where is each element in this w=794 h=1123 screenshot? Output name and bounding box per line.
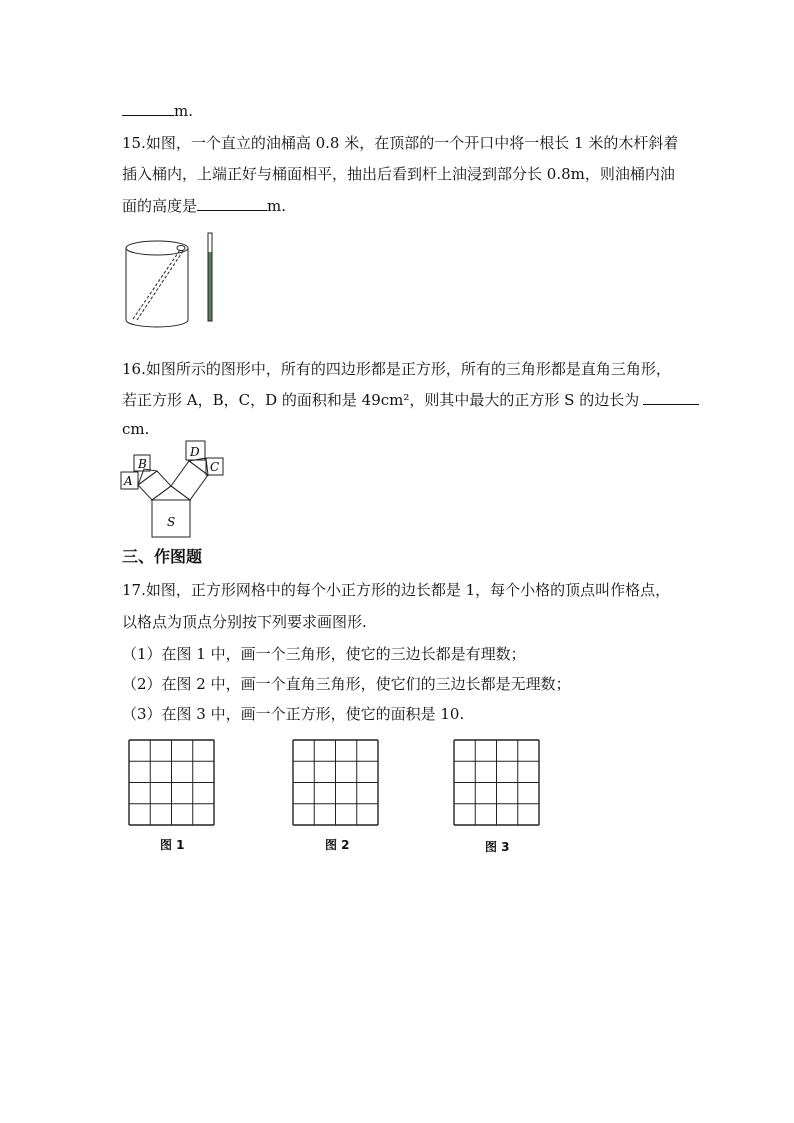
label-a: A: [124, 474, 133, 488]
label-c: C: [210, 460, 220, 474]
pythagoras-tree-figure: [118, 438, 228, 542]
q17-line-2: 以格点为顶点分别按下列要求画图形.: [122, 613, 367, 631]
q17-part-1: （1）在图 1 中，画一个三角形，使它的三边长都是有理数；: [122, 645, 526, 663]
q16-line-1: 16.如图所示的图形中，所有的四边形都是正方形，所有的三角形都是直角三角形，: [122, 360, 671, 378]
drum-top-ellipse: [126, 241, 188, 255]
q15-line-2: 插入桶内，上端正好与桶面相平，抽出后看到杆上油浸到部分长 0.8m，则油桶内油: [122, 165, 675, 183]
q14-answer-line: [122, 101, 193, 121]
rod-inside-right: [137, 251, 183, 320]
grid-figure-2[interactable]: [292, 739, 379, 826]
q15-line-3: [122, 196, 286, 216]
caption-figure-2: 图 2: [325, 838, 350, 852]
rod-inside-left: [133, 250, 180, 319]
right-middle-square: [171, 461, 208, 500]
q16-line-3: cm.: [122, 420, 150, 438]
q15-prefix: 面的高度是: [122, 197, 198, 215]
left-middle-square: [138, 471, 171, 500]
q17-part-3: （3）在图 3 中，画一个正方形，使它的面积是 10.: [122, 705, 465, 723]
label-b: B: [138, 457, 147, 471]
oil-drum-figure: [120, 228, 230, 332]
caption-figure-1: 图 1: [160, 838, 185, 852]
right-small-triangle: [189, 458, 208, 475]
label-d: D: [190, 445, 200, 459]
q16-answer-blank[interactable]: [643, 390, 699, 405]
grid-figure-3[interactable]: [453, 739, 540, 826]
q15-answer-blank[interactable]: [197, 196, 267, 211]
q15-line-1: 15.如图，一个直立的油桶高 0.8 米，在顶部的一个开口中将一根长 1 米的木杆斜着: [122, 134, 679, 152]
q14-answer-blank[interactable]: [122, 101, 174, 116]
top-right-triangle: [152, 486, 190, 500]
q16-line-2-text: 若正方形 A，B，C，D 的面积和是 49cm²，则其中最大的正方形 S 的边长为: [122, 391, 640, 409]
q17-part-2: （2）在图 2 中，画一个直角三角形，使它们的三边长都是无理数；: [122, 675, 571, 693]
q16-line-2: [122, 390, 699, 410]
drum-opening: [177, 246, 185, 251]
q14-unit: m.: [174, 102, 193, 120]
grid-figure-1[interactable]: [128, 739, 215, 826]
label-s: S: [167, 515, 176, 529]
rod-oil-mark: [209, 252, 212, 321]
caption-figure-3: 图 3: [485, 840, 510, 854]
q17-line-1: 17.如图，正方形网格中的每个小正方形的边长都是 1，每个小格的顶点叫作格点，: [122, 581, 671, 599]
q15-unit: m.: [267, 197, 287, 215]
drum-bottom-arc: [126, 320, 188, 327]
section-3-heading: 三、作图题: [122, 547, 203, 566]
